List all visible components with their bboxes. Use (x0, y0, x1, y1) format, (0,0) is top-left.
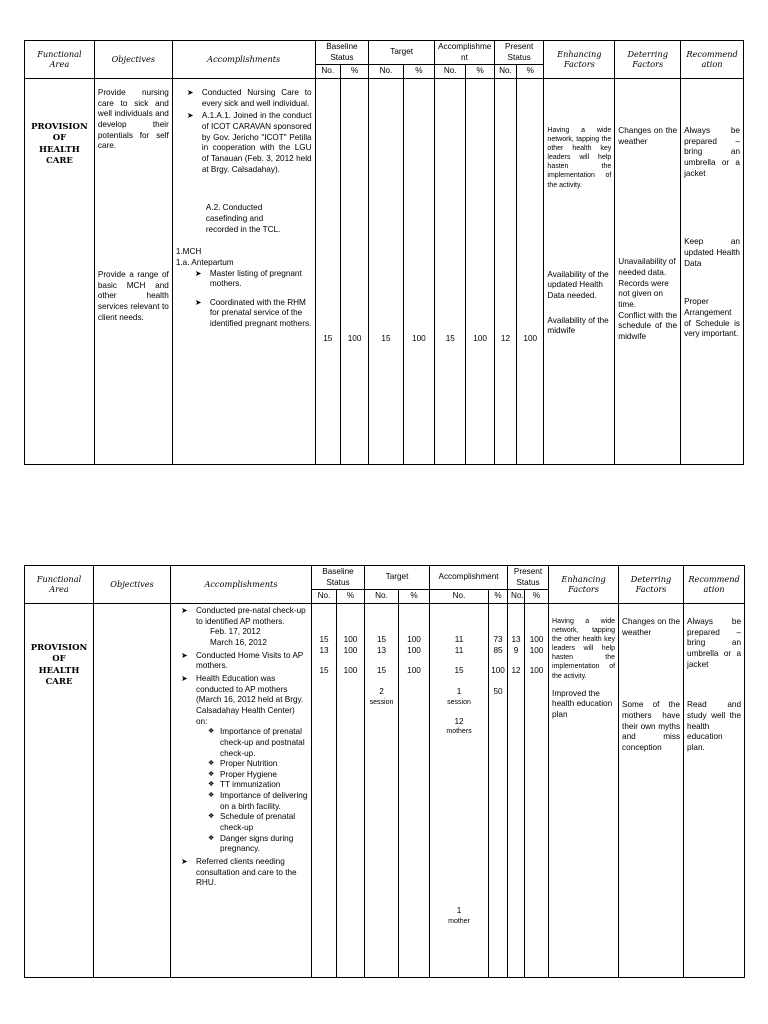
accomplishment-no: 11 11 15 1 session 12 mothers 1 mother (430, 603, 489, 977)
col-pct: % (517, 65, 544, 79)
col-pct: % (466, 65, 494, 79)
present-no: 12 (494, 78, 516, 464)
list-item: ➤ Master listing of pregnant mothers. (210, 269, 312, 290)
recommendation-header: Recommend ation (681, 41, 744, 79)
col-no: No. (315, 65, 340, 79)
list-item: A.2. Conducted casefinding and recorded in the TCL. (205, 203, 281, 234)
factor-text: Records were not given on time. (618, 278, 669, 309)
deterring-factors-cell (615, 78, 681, 464)
present-pct: 100 100 100 (525, 603, 549, 977)
target-pct: 100 100 100 (399, 603, 430, 977)
col-pct: % (525, 590, 549, 604)
list-item: ➤ A.1.A.1. Joined in the conduct of ICOT CARAVAN sponsored by Gov. Jericho "ICOT" Petilla in cooperation with the LGU of Tanauan (Feb. 3, 2012 held at Brgy. Calsadahay). (202, 111, 312, 175)
recommendation-cell (681, 78, 744, 464)
target-header: Target (365, 566, 430, 590)
list-item: ➤ Conducted Nursing Care to every sick and well individual. (202, 88, 312, 109)
baseline-pct: 100 (340, 78, 368, 464)
list-item: ➤ Referred clients needing consultation and care to the RHU. (196, 857, 308, 889)
target-no: 15 13 15 2 session (365, 603, 399, 977)
recommendation-cell (684, 603, 745, 977)
topic-item: ❖ Proper Hygiene (220, 770, 308, 781)
objectives-cell (94, 78, 172, 464)
target-no: 15 (369, 78, 403, 464)
functional-area-header: Functional Area (25, 41, 95, 79)
col-no: No. (365, 590, 399, 604)
baseline-header: Baseline Status (315, 41, 369, 65)
accomplishment-pct: 73 85 100 50 (489, 603, 508, 977)
objectives-header: Objectives (94, 41, 172, 79)
target-pct: 100 (403, 78, 434, 464)
deterring-factors-cell (619, 603, 684, 977)
enhancing-factors-cell (544, 78, 615, 464)
col-no: No. (312, 590, 337, 604)
topic-item: ❖ Schedule of prenatal check-up (220, 812, 308, 833)
area-line: HEALTH (39, 144, 80, 155)
factor-text: Having a wide network, tapping the other health key leaders will help hasten the implementation of the activity. (552, 617, 616, 680)
list-item: 1.MCH (175, 247, 202, 257)
factor-text: Improved the health education plan (552, 688, 613, 719)
factor-text: Availability of the updated Health Data needed. (547, 269, 609, 300)
accomplishments-cell (171, 603, 312, 977)
recommendation-text: Keep an updated Health Data (684, 237, 740, 268)
accomplishments-header: Accomplishments (171, 566, 312, 604)
col-no: No. (435, 65, 466, 79)
accomplishment-table-1 (24, 40, 744, 465)
objective-text: Provide nursing care to sick and well individuals and develop their potentials for self care. (97, 87, 169, 151)
area-line: CARE (45, 156, 73, 167)
factor-text: Availability of the midwife (547, 315, 609, 336)
col-pct: % (399, 590, 430, 604)
present-status-header: Present Status (508, 566, 549, 590)
list-item: ➤ Coordinated with the RHM for prenatal service of the identified pregnant mothers. (210, 298, 312, 330)
list-item: ➤ Conducted Home Visits to AP mothers. (196, 651, 308, 672)
present-pct: 100 (517, 78, 544, 464)
baseline-no: 15 (315, 78, 340, 464)
accomplishment-header: Accomplishment (430, 566, 508, 590)
recommendation-text: Proper Arrangement of Schedule is very important. (684, 297, 740, 339)
area-line: OF (52, 133, 67, 144)
factor-text: Having a wide network, tapping the other health key leaders will help hasten the implementation of the activity. (547, 126, 612, 189)
col-no: No. (494, 65, 516, 79)
accomplishments-cell (172, 78, 315, 464)
factor-text: Unavailability of needed data. (618, 257, 676, 277)
col-pct: % (337, 590, 365, 604)
accomplishment-header: Accomplishme nt (435, 41, 495, 65)
accomplishment-pct: 100 (466, 78, 494, 464)
deterring-factors-header: Deterring Factors (615, 41, 681, 79)
area-line: OF (52, 654, 66, 665)
col-no: No. (369, 65, 403, 79)
present-status-header: Present Status (494, 41, 544, 65)
recommendation-text: Read and study well the health education plan. (687, 700, 742, 752)
topic-item: ❖ TT immunization (220, 780, 308, 791)
topic-item: ❖ Importance of delivering on a birth facility. (220, 791, 308, 812)
objective-text: Provide a range of basic MCH and other health services relevant to client needs. (97, 269, 169, 322)
area-line: CARE (45, 677, 73, 688)
recommendation-text: Always be prepared – bring an umbrella or a jacket (687, 616, 742, 669)
enhancing-factors-header: Enhancing Factors (549, 566, 619, 604)
col-no: No. (508, 590, 525, 604)
col-pct: % (403, 65, 434, 79)
objectives-cell (94, 603, 171, 977)
baseline-no: 15 13 15 (312, 603, 337, 977)
recommendation-text: Always be prepared – bring an umbrella or a jacket (684, 125, 740, 178)
list-item: 1.a. Antepartum (175, 257, 234, 267)
list-item: ➤ Conducted pre-natal check-up to identified AP mothers. Feb. 17, 2012 March 16, 2012 (196, 606, 308, 649)
enhancing-factors-cell (549, 603, 619, 977)
factor-text: Conflict with the schedule of the midwife (618, 310, 678, 341)
accomplishment-table-2 (24, 565, 745, 978)
deterring-factors-header: Deterring Factors (619, 566, 684, 604)
present-no: 13 9 12 (508, 603, 525, 977)
factor-text: Some of the mothers have their own myths and miss conception (622, 700, 681, 752)
area-line: HEALTH (38, 665, 80, 676)
topic-item: ❖ Danger signs during pregnancy. (220, 834, 308, 855)
baseline-header: Baseline Status (312, 566, 365, 590)
functional-area-cell (25, 78, 95, 464)
target-header: Target (369, 41, 435, 65)
col-pct: % (489, 590, 508, 604)
factor-text: Changes on the weather (622, 616, 681, 637)
baseline-pct: 100 100 100 (337, 603, 365, 977)
col-no: No. (430, 590, 489, 604)
topic-item: ❖ Importance of prenatal check-up and postnatal check-up. (220, 727, 308, 759)
objectives-header: Objectives (94, 566, 171, 604)
col-pct: % (340, 65, 368, 79)
accomplishments-header: Accomplishments (172, 41, 315, 79)
enhancing-factors-header: Enhancing Factors (544, 41, 615, 79)
recommendation-header: Recommend ation (684, 566, 745, 604)
factor-text: Changes on the weather (618, 125, 678, 146)
topic-item: ❖ Proper Nutrition (220, 759, 308, 770)
area-line: PROVISION (31, 121, 88, 132)
functional-area-header: Functional Area (25, 566, 94, 604)
list-item: ➤ Health Education was conducted to AP mothers (March 16, 2012 held at Brgy. Calsadahay Health Center) on: ❖ Importance of prenatal check-up and postnatal check-up. ❖ Proper Nutrition ❖ Proper Hygiene ❖ TT immunization ❖ Importance of delivering on a birth facility. ❖ Schedule of prenatal check-up ❖ Danger signs during pregnancy. (196, 674, 308, 855)
accomplishment-no: 15 (435, 78, 466, 464)
area-line: PROVISION (30, 642, 88, 653)
functional-area-cell (25, 603, 94, 977)
